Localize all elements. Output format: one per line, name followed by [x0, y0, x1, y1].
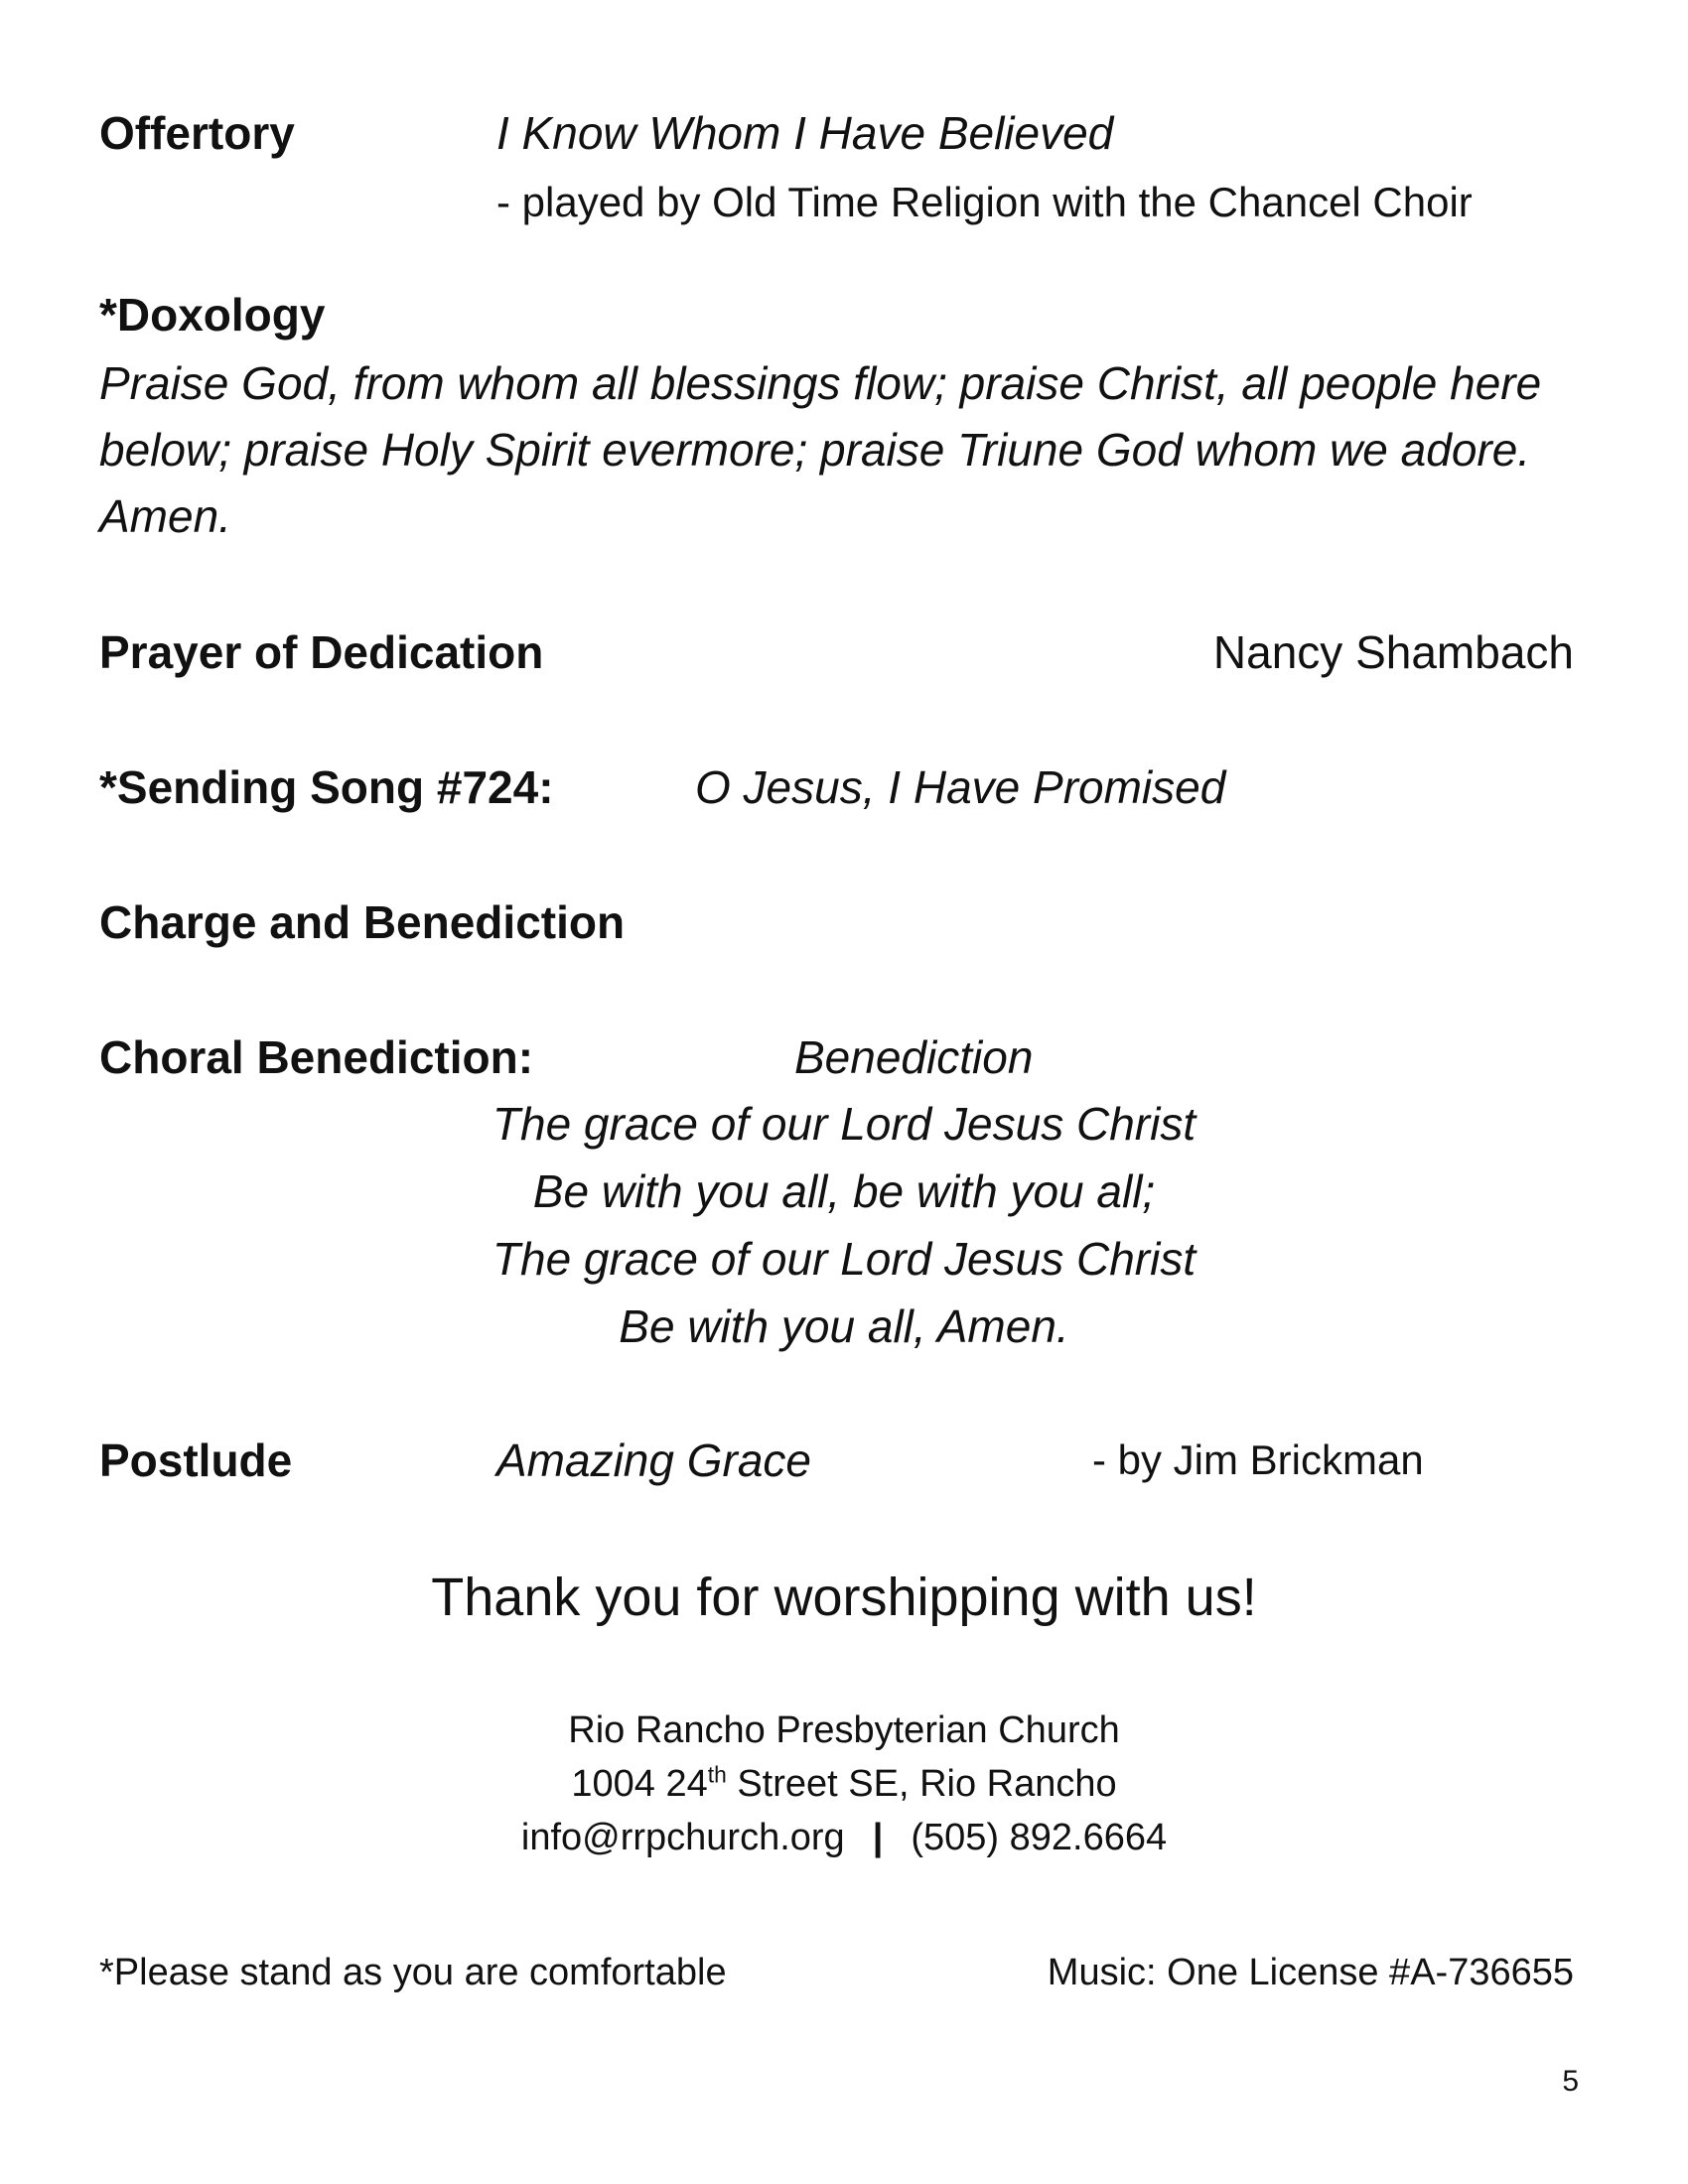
- church-name: Rio Rancho Presbyterian Church: [568, 1709, 1120, 1751]
- page-number: 5: [1562, 2065, 1579, 2098]
- address-number: 1004 24: [571, 1763, 708, 1805]
- address-suffix: th: [707, 1761, 727, 1788]
- address-rest: Street SE, Rio Rancho: [726, 1763, 1117, 1805]
- postlude-heading: Postlude: [99, 1434, 293, 1486]
- sending-song-heading: *Sending Song #724:: [99, 761, 554, 813]
- church-email: info@rrpchurch.org: [520, 1817, 845, 1858]
- stand-note: *Please stand as you are comfortable: [99, 1952, 727, 1993]
- offertory-heading: Offertory: [99, 107, 295, 159]
- prayer-leader: Nancy Shambach: [1212, 626, 1574, 678]
- music-license: Music: One License #A-736655: [1047, 1952, 1574, 1993]
- choral-benediction-heading: Choral Benediction:: [99, 1031, 534, 1083]
- benediction-line-3: The grace of our Lord Jesus Christ: [492, 1233, 1196, 1285]
- benediction-line-1: The grace of our Lord Jesus Christ: [492, 1098, 1196, 1150]
- sending-song-title: O Jesus, I Have Promised: [695, 761, 1226, 813]
- choral-benediction-title: Benediction: [794, 1031, 1034, 1083]
- doxology-heading: *Doxology: [99, 289, 326, 341]
- contact-separator: |: [872, 1817, 884, 1858]
- charge-heading: Charge and Benediction: [99, 896, 626, 948]
- postlude-composer: - by Jim Brickman: [1092, 1436, 1424, 1483]
- church-contact: [0, 1817, 1688, 1859]
- prayer-heading: Prayer of Dedication: [99, 626, 544, 678]
- benediction-line-2: Be with you all, be with you all;: [532, 1165, 1156, 1217]
- church-phone: (505) 892.6664: [911, 1817, 1168, 1858]
- benediction-line-4: Be with you all, Amen.: [619, 1300, 1069, 1352]
- postlude-title: Amazing Grace: [496, 1434, 812, 1486]
- church-address: [0, 1763, 1688, 1806]
- doxology-text: Praise God, from whom all blessings flow; praise Christ, all people here below; praise Holy Spirit evermore; praise Triune God whom we adore. Amen.: [99, 357, 1542, 542]
- offertory-note: - played by Old Time Religion with the Chancel Choir: [496, 179, 1473, 225]
- offertory-title: I Know Whom I Have Believed: [496, 107, 1114, 159]
- thank-you-message: Thank you for worshipping with us!: [431, 1568, 1257, 1627]
